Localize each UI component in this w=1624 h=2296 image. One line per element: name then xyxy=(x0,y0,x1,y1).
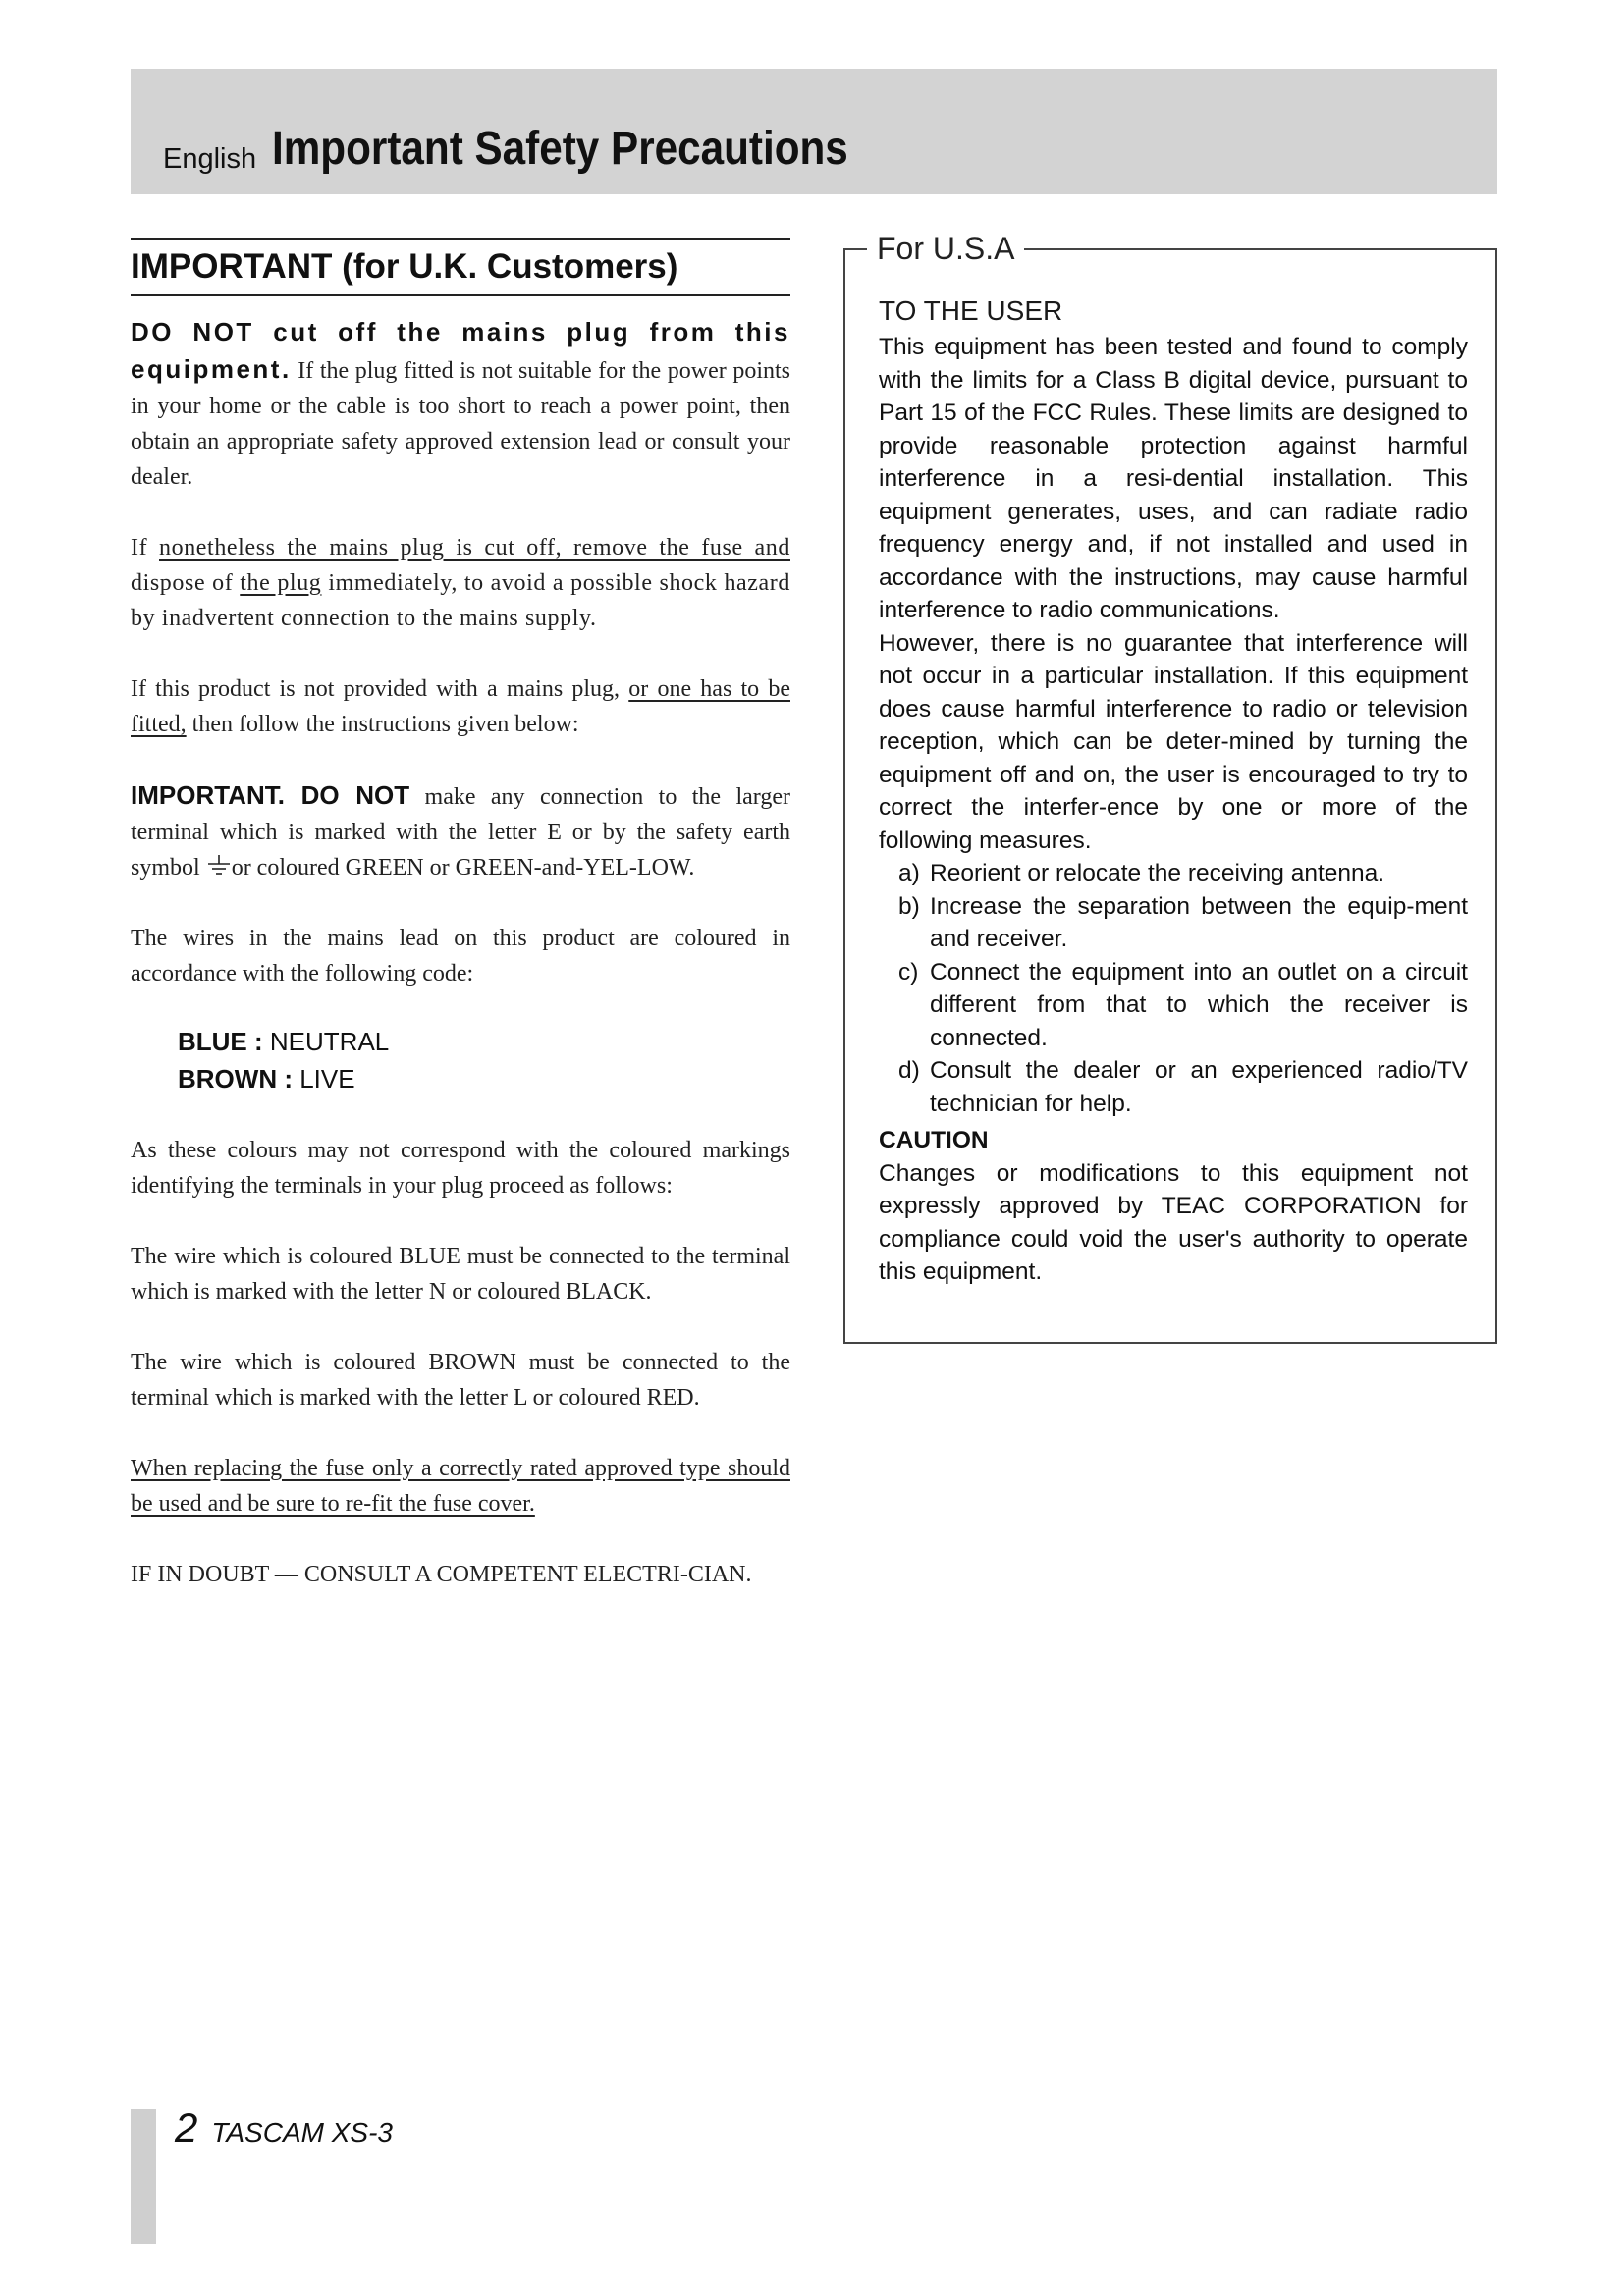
uk-p1-rest: If the plug fitted is not suitable for the power points in your home or the cable is too short to reach a power point, then obtain an appropriate safety approved extension lead or consult your dealer. xyxy=(131,358,790,490)
usa-legend: For U.S.A xyxy=(867,229,1024,268)
page-footer xyxy=(175,2105,393,2152)
uk-paragraph-5: The wires in the mains lead on this product are coloured in accordance with the following code: xyxy=(131,926,790,987)
usa-paragraph-1: This equipment has been tested and found to comply with the limits for a Class B digital device, pursuant to Part 15 of the FCC Rules. These limits are designed to provide reasonable protection against harmful interference in a resi-dential installation. This equipment generates, uses, and can radiate radio frequency energy and, if not installed and used in accordance with the instructions, may cause harmful interference to radio communications. xyxy=(879,334,1468,623)
usa-box xyxy=(843,231,1497,1344)
measure-text: Increase the separation between the equip-ment and receiver. xyxy=(930,892,1468,952)
uk-p3-a: If this product is not provided with a mains plug, xyxy=(131,676,629,702)
measure-item xyxy=(879,890,1468,956)
caution-heading: CAUTION xyxy=(879,1127,989,1153)
uk-paragraph-10: IF IN DOUBT — CONSULT A COMPETENT ELECTRI-CIAN. xyxy=(131,1562,752,1587)
footer-model: TASCAM XS-3 xyxy=(211,2117,393,2148)
code-brown xyxy=(178,1060,790,1097)
uk-p2-c: immediately, to avoid a possible shock hazard by inadvertent connection to the mains supply. xyxy=(131,570,790,631)
uk-paragraph-3 xyxy=(131,671,790,742)
measure-text: Reorient or relocate the receiving antenna. xyxy=(930,860,1385,886)
uk-p4-a: make any connection to the larger terminal which is marked with the letter E or by the safety earth symbol xyxy=(131,784,790,881)
measure-item xyxy=(879,956,1468,1055)
uk-p2-underline-2: the plug xyxy=(240,570,322,596)
uk-p3-underline: or one has to be fitted, xyxy=(131,676,790,737)
measure-marker: a) xyxy=(898,860,920,886)
uk-heading-bottom-rule xyxy=(131,294,790,296)
uk-paragraph-1 xyxy=(131,314,790,495)
footer-bar xyxy=(131,2109,156,2244)
page-header xyxy=(131,69,1497,194)
wire-colour-codes xyxy=(178,1023,790,1097)
measure-marker: c) xyxy=(898,958,919,986)
measure-marker: b) xyxy=(898,892,920,920)
uk-paragraph-9: When replacing the fuse only a correctly rated approved type should be used and be sure to re-fit the fuse cover. xyxy=(131,1456,790,1517)
earth-symbol-icon xyxy=(206,854,232,878)
code-blue xyxy=(178,1023,790,1060)
page-number: 2 xyxy=(175,2105,198,2151)
measure-text: Consult the dealer or an experienced radio/TV technician for help. xyxy=(930,1057,1468,1117)
uk-p4-b: or coloured GREEN or GREEN-and-YEL-LOW. xyxy=(231,855,695,881)
measure-item xyxy=(879,857,1468,890)
uk-p2-a: If xyxy=(131,535,159,561)
uk-paragraph-4 xyxy=(131,777,790,885)
code-blue-label: BLUE : xyxy=(178,1027,263,1056)
uk-p1-lead: DO NOT cut off the mains plug from this equipment. xyxy=(131,317,790,384)
uk-paragraph-2 xyxy=(131,530,790,636)
uk-paragraph-7: The wire which is coloured BLUE must be connected to the terminal which is marked with the letter N or coloured BLACK. xyxy=(131,1244,790,1305)
usa-subheading: TO THE USER xyxy=(879,295,1063,326)
usa-measures-list xyxy=(879,857,1468,1120)
uk-p2-underline-1: nonetheless the mains plug is cut off, remove the fuse and xyxy=(159,535,790,561)
code-blue-value: NEUTRAL xyxy=(262,1027,390,1056)
usa-content xyxy=(879,292,1468,1289)
page-title: Important Safety Precautions xyxy=(272,123,848,175)
measure-marker: d) xyxy=(898,1057,920,1084)
measure-item xyxy=(879,1054,1468,1120)
code-brown-label: BROWN : xyxy=(178,1064,293,1094)
uk-paragraph-8: The wire which is coloured BROWN must be connected to the terminal which is marked with the letter L or coloured RED. xyxy=(131,1350,790,1411)
uk-p2-b: dispose of xyxy=(131,570,241,596)
usa-paragraph-2: However, there is no guarantee that interference will not occur in a particular installation. If this equipment does cause harmful interference to radio or television reception, which can be deter-mined by turning the equipment off and on, the user is encouraged to try to correct the interfer-ence by one or more of the following measures. xyxy=(879,629,1468,854)
uk-p3-b: then follow the instructions given below: xyxy=(186,712,579,737)
uk-section xyxy=(131,238,790,1628)
uk-paragraph-6: As these colours may not correspond with the coloured markings identifying the terminals in your plug proceed as follows: xyxy=(131,1138,790,1199)
header-language: English xyxy=(163,143,257,175)
uk-heading: IMPORTANT (for U.K. Customers) xyxy=(131,247,678,286)
uk-p4-lead: IMPORTANT. DO NOT xyxy=(131,780,410,810)
caution-text: Changes or modifications to this equipment not expressly approved by TEAC CORPORATION for compliance could void the user's authority to operate this equipment. xyxy=(879,1159,1468,1285)
measure-text: Connect the equipment into an outlet on a circuit different from that to which the receiver is connected. xyxy=(930,958,1468,1051)
code-brown-value: LIVE xyxy=(292,1064,355,1094)
